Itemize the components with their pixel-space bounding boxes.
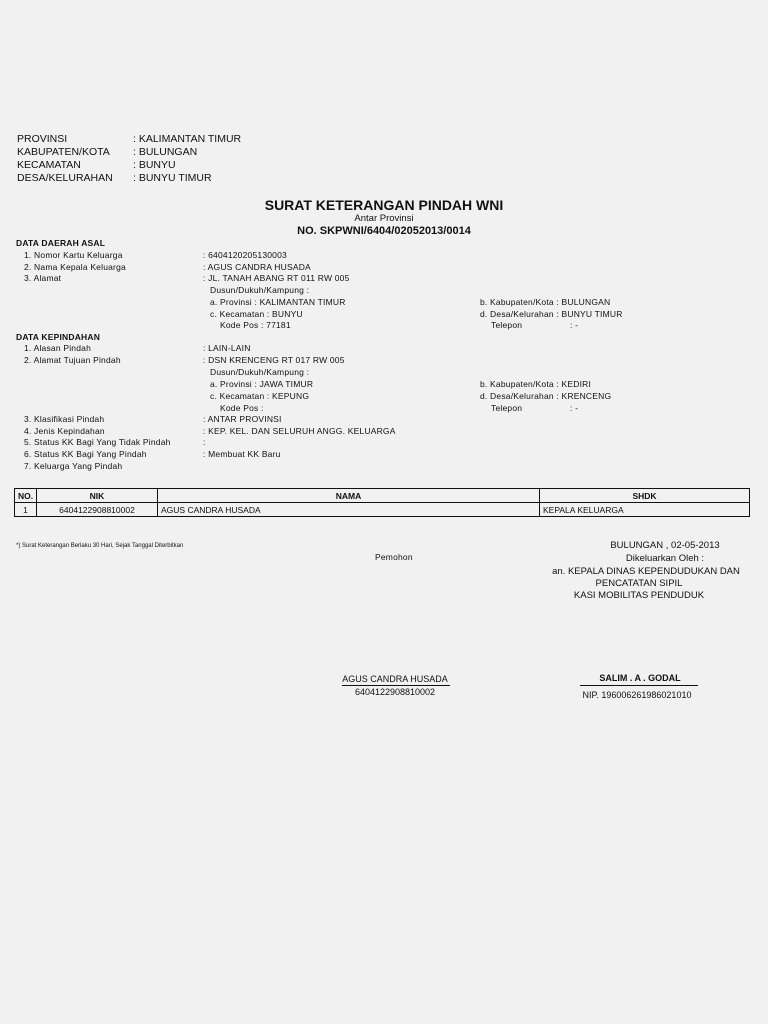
- region-value-provinsi: : KALIMANTAN TIMUR: [133, 133, 242, 145]
- asal-value-1: : 6404120205130003: [203, 250, 287, 260]
- asal-kecamatan: c. Kecamatan : BUNYU: [210, 309, 303, 319]
- region-label-kecamatan: KECAMATAN: [17, 159, 81, 171]
- pindah-telepon-label: Telepon: [491, 403, 523, 413]
- region-label-desa: DESA/KELURAHAN: [17, 172, 113, 184]
- pemohon-name: AGUS CANDRA HUSADA: [342, 674, 448, 684]
- official-name: SALIM . A . GODAL: [599, 673, 681, 683]
- cell-nik: 6404122908810002: [37, 503, 158, 517]
- asal-provinsi: a. Provinsi : KALIMANTAN TIMUR: [210, 297, 346, 307]
- table-row: [15, 503, 750, 517]
- asal-value-2: : AGUS CANDRA HUSADA: [203, 262, 311, 272]
- region-label-kabupaten: KABUPATEN/KOTA: [17, 146, 110, 158]
- pindah-label-1: 1. Alasan Pindah: [24, 343, 91, 353]
- region-label-provinsi: PROVINSI: [17, 133, 68, 145]
- asal-label-2: 2. Nama Kepala Keluarga: [24, 262, 126, 272]
- col-header-nama: NAMA: [158, 489, 540, 503]
- official-signature-line: [580, 685, 698, 686]
- office-line-1: an. KEPALA DINAS KEPENDUDUKAN DAN: [552, 566, 740, 577]
- section-heading-kepindahan: DATA KEPINDAHAN: [16, 332, 101, 342]
- pindah-kecamatan: c. Kecamatan : KEPUNG: [210, 391, 310, 401]
- document-number: NO. SKPWNI/6404/02052013/0014: [297, 225, 471, 237]
- cell-no: 1: [15, 503, 37, 517]
- table-header-row: [15, 489, 750, 503]
- pemohon-nik: 6404122908810002: [354, 687, 436, 697]
- pindah-value-3: : ANTAR PROVINSI: [203, 414, 282, 424]
- official-nip: NIP. 196006261986021010: [582, 690, 692, 700]
- region-value-desa: : BUNYU TIMUR: [133, 172, 212, 184]
- pindah-label-5: 5. Status KK Bagi Yang Tidak Pindah: [24, 437, 171, 447]
- pindah-kabupaten: b. Kabupaten/Kota : KEDIRI: [480, 379, 592, 389]
- office-line-3: KASI MOBILITAS PENDUDUK: [573, 590, 705, 601]
- pindah-label-3: 3. Klasifikasi Pindah: [24, 414, 105, 424]
- cell-shdk: KEPALA KELUARGA: [540, 503, 750, 517]
- pindah-label-6: 6. Status KK Bagi Yang Pindah: [24, 449, 147, 459]
- asal-kodepos: Kode Pos : 77181: [220, 320, 291, 330]
- pindah-label-4: 4. Jenis Kepindahan: [24, 426, 105, 436]
- validity-note: *) Surat Keterangan Berlaku 30 Hari, Sejak Tanggal Diterbitkan: [16, 543, 184, 549]
- asal-dusun: Dusun/Dukuh/Kampung :: [210, 285, 310, 295]
- document-subtitle: Antar Provinsi: [354, 213, 414, 224]
- asal-label-3: 3. Alamat: [24, 273, 62, 283]
- pindah-telepon-value: : -: [570, 403, 579, 413]
- region-value-kabupaten: : BULUNGAN: [133, 146, 198, 158]
- asal-telepon-label: Telepon: [491, 320, 523, 330]
- section-heading-asal: DATA DAERAH ASAL: [16, 238, 106, 248]
- asal-desa: d. Desa/Kelurahan : BUNYU TIMUR: [480, 309, 623, 319]
- pindah-provinsi: a. Provinsi : JAWA TIMUR: [210, 379, 314, 389]
- asal-kabupaten: b. Kabupaten/Kota : BULUNGAN: [480, 297, 611, 307]
- pindah-kodepos: Kode Pos :: [220, 403, 264, 413]
- pindah-value-6: : Membuat KK Baru: [203, 449, 281, 459]
- asal-telepon-value: : -: [570, 320, 579, 330]
- issue-date: BULUNGAN , 02-05-2013: [610, 540, 720, 551]
- col-header-no: NO.: [15, 489, 37, 503]
- issued-by-label: Dikeluarkan Oleh :: [625, 553, 705, 564]
- cell-nama: AGUS CANDRA HUSADA: [158, 503, 540, 517]
- office-line-2: PENCATATAN SIPIL: [595, 578, 683, 589]
- pindah-desa: d. Desa/Kelurahan : KRENCENG: [480, 391, 612, 401]
- region-value-kecamatan: : BUNYU: [133, 159, 176, 171]
- asal-label-1: 1. Nomor Kartu Keluarga: [24, 250, 123, 260]
- family-table: [14, 488, 750, 517]
- pemohon-label: Pemohon: [375, 552, 413, 562]
- col-header-shdk: SHDK: [540, 489, 750, 503]
- col-header-nik: NIK: [37, 489, 158, 503]
- asal-value-3: : JL. TANAH ABANG RT 011 RW 005: [203, 273, 350, 283]
- pindah-value-5: :: [203, 437, 206, 447]
- document-title: SURAT KETERANGAN PINDAH WNI: [264, 197, 504, 213]
- pindah-value-1: : LAIN-LAIN: [203, 343, 251, 353]
- pindah-value-4: : KEP. KEL. DAN SELURUH ANGG. KELUARGA: [203, 426, 396, 436]
- pindah-label-7: 7. Keluarga Yang Pindah: [24, 461, 123, 471]
- pindah-dusun: Dusun/Dukuh/Kampung :: [210, 367, 310, 377]
- pindah-value-2: : DSN KRENCENG RT 017 RW 005: [203, 355, 345, 365]
- pindah-label-2: 2. Alamat Tujuan Pindah: [24, 355, 121, 365]
